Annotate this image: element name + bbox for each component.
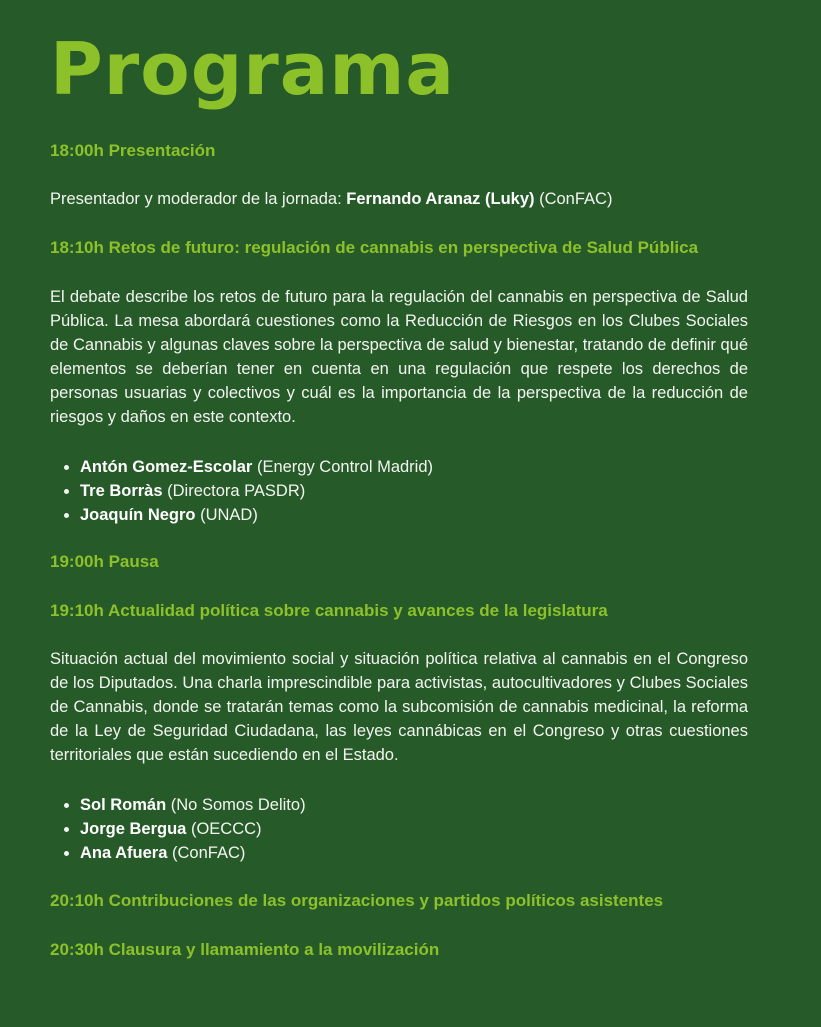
presenter-prefix: Presentador y moderador de la jornada: <box>50 190 347 208</box>
speaker-name: Tre Borràs <box>80 482 163 500</box>
speaker-item <box>80 455 433 479</box>
speaker-org: (Directora PASDR) <box>162 482 306 500</box>
section-heading-contribuciones: 20:10h Contribuciones de las organizaciones y partidos políticos asistentes <box>50 891 664 910</box>
speaker-name: Antón Gomez-Escolar <box>80 458 253 476</box>
speaker-org: (ConFAC) <box>167 844 246 862</box>
section-body-retos: El debate describe los retos de futuro para la regulación del cannabis en perspectiva de Salud Pública. La mesa abordará cuestiones como la Reducción de Riesgos en los Clubes Sociales de Cannabis y algunas claves sobre la perspectiva de salud y bienestar, tratando de definir qué elementos se deberían tener en cuenta en una regulación que respete los derechos de personas usuarias y colectivos y cuál es la importancia de la perspectiva de la reducción de riesgos y daños en este contexto. <box>50 288 748 426</box>
section-heading-presentacion: 18:00h Presentación <box>50 141 216 160</box>
speaker-name: Joaquín Negro <box>80 506 196 524</box>
speaker-item <box>80 817 306 841</box>
speaker-name: Jorge Bergua <box>80 820 187 838</box>
presenter-org: (ConFAC) <box>534 190 613 208</box>
presenter-line <box>50 187 748 211</box>
section-heading-clausura: 20:30h Clausura y llamamiento a la movilización <box>50 940 440 959</box>
speaker-org: (Energy Control Madrid) <box>252 458 434 476</box>
speaker-item <box>80 479 433 503</box>
section-heading-pausa: 19:00h Pausa <box>50 552 159 571</box>
section-heading-actualidad: 19:10h Actualidad política sobre cannabis y avances de la legislatura <box>50 601 608 620</box>
presenter-name: Fernando Aranaz (Luky) <box>346 190 535 208</box>
speaker-name: Ana Afuera <box>80 844 168 862</box>
speaker-org: (No Somos Delito) <box>166 796 306 814</box>
speaker-name: Sol Román <box>80 796 167 814</box>
speaker-org: (OECCC) <box>186 820 262 838</box>
page-title: Programa <box>50 27 455 111</box>
speaker-item <box>80 841 306 865</box>
speaker-list-retos <box>50 455 433 527</box>
speaker-org: (UNAD) <box>195 506 258 524</box>
speaker-item <box>80 503 433 527</box>
section-heading-retos: 18:10h Retos de futuro: regulación de cannabis en perspectiva de Salud Pública <box>50 238 699 257</box>
section-body-actualidad: Situación actual del movimiento social y situación política relativa al cannabis en el Congreso de los Diputados. Una charla imprescindible para activistas, autocultivadores y Clubes Sociales de Cannabis, donde se tratarán temas como la subcomisión de cannabis medicinal, la reforma de la Ley de Seguridad Ciudadana, las leyes cannábicas en el Congreso y otras cuestiones territoriales que están sucediendo en el Estado. <box>50 650 748 764</box>
speaker-item <box>80 793 306 817</box>
speaker-list-actualidad <box>50 793 306 865</box>
